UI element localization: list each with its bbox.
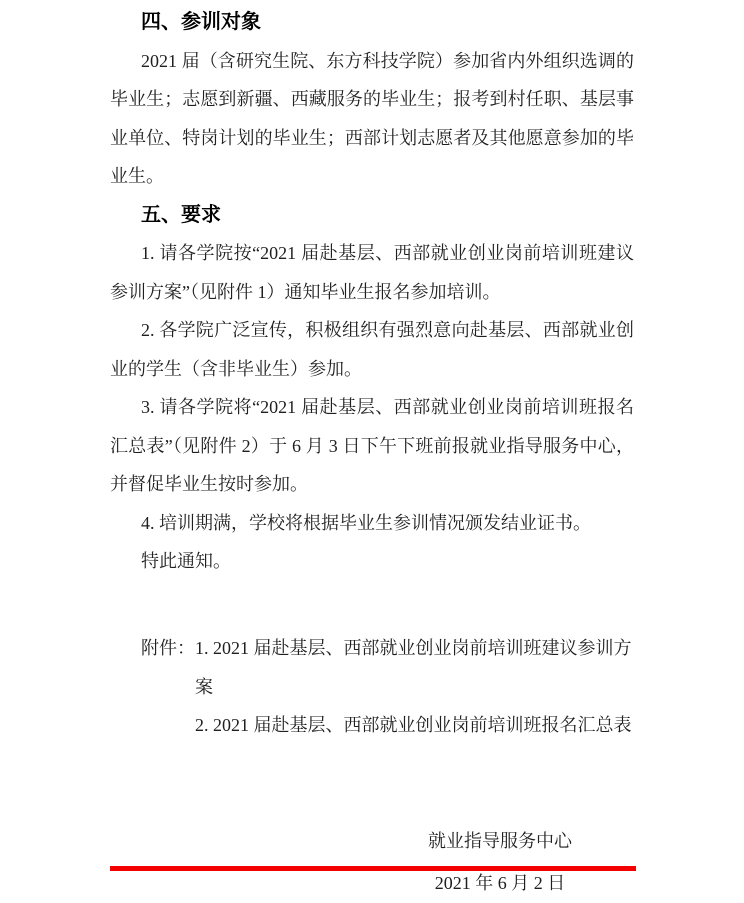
requirement-item-4: 4. 培训期满，学校将根据毕业生参训情况颁发结业证书。 — [141, 512, 591, 533]
signature-org: 就业指导服务中心 — [428, 830, 572, 851]
requirement-item-1: 1. 请各学院按“2021 届赴基层、西部就业创业岗前培训班建议参训方案”（见附件 1）通知毕业生报名参加培训。 — [110, 243, 634, 302]
red-divider — [110, 866, 636, 871]
attachment-item-2: 2. 2021 届赴基层、西部就业创业岗前培训班报名汇总表 — [195, 715, 632, 735]
requirement-item-2: 2. 各学院广泛宣传，积极组织有强烈意向赴基层、西部就业创业的学生（含非毕业生）参加。 — [110, 320, 634, 379]
document-body — [110, 3, 634, 903]
attachment-item-1: 1. 2021 届赴基层、西部就业创业岗前培训班建议参训方案 — [195, 638, 632, 697]
signature-date: 2021 年 6 月 2 日 — [434, 873, 566, 893]
section-heading-participants: 四、参训对象 — [141, 11, 261, 33]
attachments-block — [110, 629, 634, 745]
section-heading-requirements: 五、要求 — [141, 203, 221, 226]
closing-line: 特此通知。 — [141, 551, 231, 571]
participants-paragraph: 2021 届（含研究生院、东方科技学院）参加省内外组织选调的毕业生；志愿到新疆、西藏服务的毕业生；报考到村任职、基层事业单位、特岗计划的毕业生；西部计划志愿者及其他愿意参加的毕业生。 — [110, 50, 634, 186]
requirement-item-3: 3. 请各学院将“2021 届赴基层、西部就业创业岗前培训班报名汇总表”（见附件 2）于 6 月 3 日下午下班前报就业指导服务中心，并督促毕业生按时参加。 — [110, 397, 634, 494]
attachments-label: 附件： — [141, 638, 195, 658]
attachments-list — [195, 629, 634, 745]
